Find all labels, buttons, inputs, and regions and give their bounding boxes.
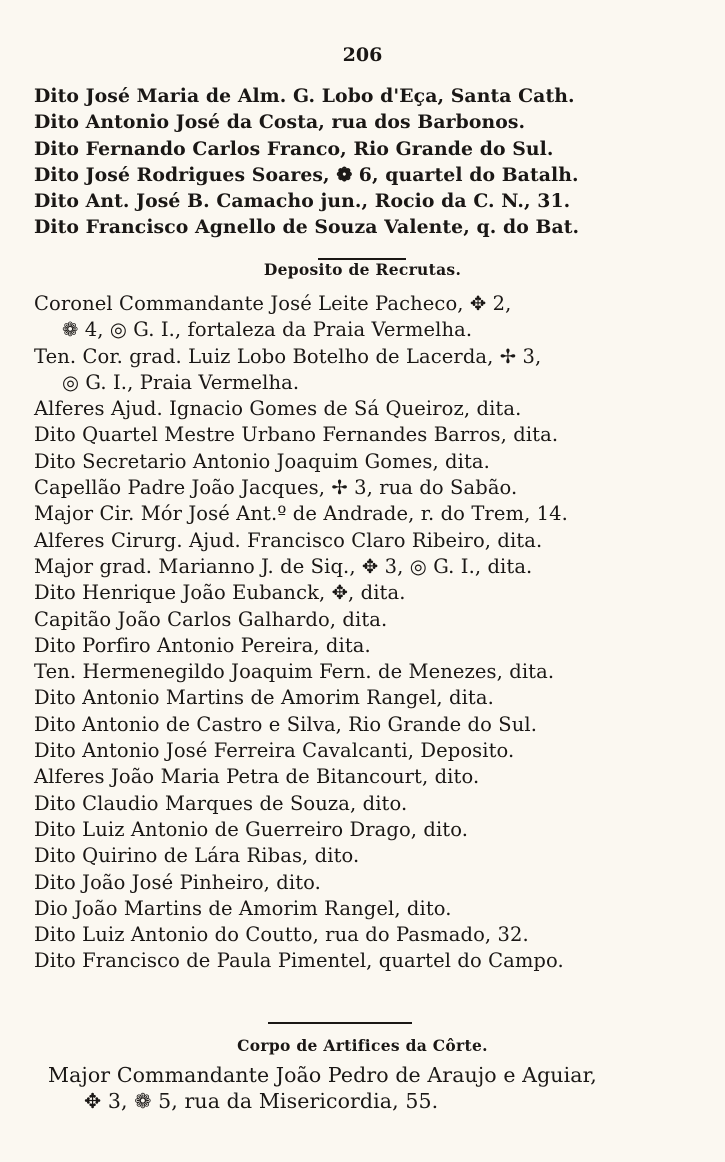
list-item: Dito Antonio de Castro e Silva, Rio Grande do Sul.	[34, 712, 538, 736]
list-item: Dito Secretario Antonio Joaquim Gomes, dita.	[34, 449, 490, 473]
list-item: Ten. Cor. grad. Luiz Lobo Botelho de Lacerda, ✢ 3,	[34, 344, 542, 368]
list-item: Dito Fernando Carlos Franco, Rio Grande do Sul.	[34, 137, 554, 160]
list-item: Major grad. Marianno J. de Siq., ✥ 3, ◎ G. I., dita.	[34, 554, 533, 578]
list-item: Dio João Martins de Amorim Rangel, dito.	[34, 896, 452, 920]
list-item: Dito José Rodrigues Soares, ❁ 6, quartel do Batalh.	[34, 163, 579, 186]
officer-list-recrutas	[34, 291, 674, 975]
officer-list-top	[34, 83, 674, 241]
section-heading-artifices: Corpo de Artifices da Côrte.	[237, 1036, 488, 1055]
list-item: Dito Luiz Antonio de Guerreiro Drago, dito.	[34, 817, 469, 841]
list-item: Alferes João Maria Petra de Bitancourt, dito.	[34, 765, 480, 789]
list-item: Dito Francisco de Paula Pimentel, quartel do Campo.	[34, 949, 564, 973]
list-item: ◎ G. I., Praia Vermelha.	[62, 370, 300, 394]
list-item: Major Cir. Mór José Ant.º de Andrade, r. do Trem, 14.	[34, 502, 568, 526]
list-item: ✥ 3, ❁ 5, rua da Misericordia, 55.	[84, 1089, 439, 1114]
list-item: Ten. Hermenegildo Joaquim Fern. de Menezes, dita.	[34, 660, 555, 684]
list-item: Dito Quirino de Lára Ribas, dito.	[34, 844, 360, 868]
list-item: Dito Claudio Marques de Souza, dito.	[34, 791, 408, 815]
list-item: Dito Porfiro Antonio Pereira, dita.	[34, 633, 371, 657]
list-item: Capellão Padre João Jacques, ✢ 3, rua do Sabão.	[34, 476, 518, 500]
list-item: Dito Ant. José B. Camacho jun., Rocio da C. N., 31.	[34, 190, 571, 213]
list-item: Dito Antonio Martins de Amorim Rangel, dita.	[34, 686, 494, 710]
list-item: Dito Quartel Mestre Urbano Fernandes Barros, dita.	[34, 423, 559, 447]
list-item: Dito Francisco Agnello de Souza Valente, q. do Bat.	[34, 216, 580, 239]
section-heading-recrutas: Deposito de Recrutas.	[263, 260, 462, 279]
list-item: Dito José Maria de Alm. G. Lobo d'Eça, Santa Cath.	[34, 85, 575, 107]
list-item: Dito Antonio José da Costa, rua dos Barbonos.	[34, 111, 526, 134]
list-item: Capitão João Carlos Galhardo, dita.	[34, 607, 388, 631]
list-item: Alferes Ajud. Ignacio Gomes de Sá Queiroz, dita.	[34, 397, 522, 421]
officer-list-artifices	[48, 1062, 688, 1115]
section-divider	[268, 1022, 412, 1024]
list-item: Alferes Cirurg. Ajud. Francisco Claro Ribeiro, dita.	[34, 528, 543, 552]
list-item: Coronel Commandante José Leite Pacheco, ✥ 2,	[34, 292, 512, 315]
list-item: ❁ 4, ◎ G. I., fortaleza da Praia Vermelha.	[62, 318, 473, 342]
list-item: Dito Antonio José Ferreira Cavalcanti, Deposito.	[34, 739, 515, 763]
list-item: Major Commandante João Pedro de Araujo e Aguiar,	[48, 1063, 597, 1087]
page-number: 206	[342, 44, 383, 66]
list-item: Dito João José Pinheiro, dito.	[34, 870, 321, 894]
list-item: Dito Henrique João Eubanck, ✥, dita.	[34, 581, 406, 605]
list-item: Dito Luiz Antonio do Coutto, rua do Pasmado, 32.	[34, 923, 529, 947]
